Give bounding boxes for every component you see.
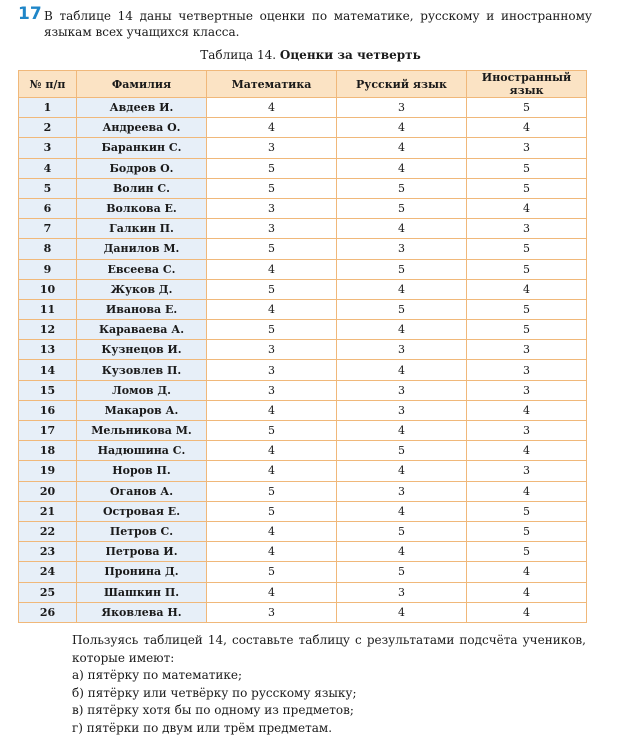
table-row <box>19 320 587 340</box>
math-grade-cell: 3 <box>207 360 337 380</box>
russian-grade-cell: 4 <box>337 461 467 481</box>
foreign-grade-cell: 5 <box>467 320 587 340</box>
table-row <box>19 441 587 461</box>
table-row <box>19 481 587 501</box>
number-cell: 6 <box>19 198 77 218</box>
table-row <box>19 542 587 562</box>
foreign-grade-cell: 3 <box>467 380 587 400</box>
table-row <box>19 400 587 420</box>
number-cell: 11 <box>19 299 77 319</box>
math-grade-cell: 4 <box>207 299 337 319</box>
table-caption-title: Оценки за четверть <box>279 48 421 62</box>
math-grade-cell: 4 <box>207 521 337 541</box>
surname-cell: Галкин П. <box>77 219 207 239</box>
surname-cell: Евсеева С. <box>77 259 207 279</box>
russian-grade-cell: 4 <box>337 158 467 178</box>
number-cell: 1 <box>19 98 77 118</box>
number-cell: 10 <box>19 279 77 299</box>
header-surname: Фамилия <box>77 71 207 98</box>
math-grade-cell: 5 <box>207 481 337 501</box>
foreign-grade-cell: 4 <box>467 118 587 138</box>
number-cell: 7 <box>19 219 77 239</box>
russian-grade-cell: 3 <box>337 98 467 118</box>
foreign-grade-cell: 5 <box>467 178 587 198</box>
number-cell: 8 <box>19 239 77 259</box>
surname-cell: Петров С. <box>77 521 207 541</box>
math-grade-cell: 4 <box>207 98 337 118</box>
math-grade-cell: 4 <box>207 400 337 420</box>
task-item-a: а) пятёрку по математике; <box>72 668 243 683</box>
table-row <box>19 461 587 481</box>
table-caption-prefix: Таблица 14. <box>200 48 277 62</box>
surname-cell: Ломов Д. <box>77 380 207 400</box>
russian-grade-cell: 5 <box>337 441 467 461</box>
surname-cell: Андреева О. <box>77 118 207 138</box>
foreign-grade-cell: 4 <box>467 582 587 602</box>
number-cell: 21 <box>19 501 77 521</box>
problem-number: 17 <box>18 4 42 24</box>
math-grade-cell: 4 <box>207 118 337 138</box>
number-cell: 3 <box>19 138 77 158</box>
math-grade-cell: 5 <box>207 279 337 299</box>
foreign-grade-cell: 4 <box>467 441 587 461</box>
table-header-row <box>19 71 587 98</box>
foreign-grade-cell: 3 <box>467 360 587 380</box>
table-row <box>19 279 587 299</box>
surname-cell: Пронина Д. <box>77 562 207 582</box>
surname-cell: Шашкин П. <box>77 582 207 602</box>
task-lead: Пользуясь таблицей 14, составьте таблицу с результатами подсчёта учеников, которые имеют: <box>72 633 586 665</box>
number-cell: 25 <box>19 582 77 602</box>
foreign-grade-cell: 5 <box>467 521 587 541</box>
russian-grade-cell: 5 <box>337 178 467 198</box>
russian-grade-cell: 4 <box>337 360 467 380</box>
table-row <box>19 259 587 279</box>
table-row <box>19 421 587 441</box>
table-row <box>19 239 587 259</box>
math-grade-cell: 3 <box>207 138 337 158</box>
task-item-c: в) пятёрку хотя бы по одному из предметов; <box>72 703 354 718</box>
number-cell: 5 <box>19 178 77 198</box>
table-row <box>19 178 587 198</box>
math-grade-cell: 5 <box>207 158 337 178</box>
number-cell: 23 <box>19 542 77 562</box>
surname-cell: Оганов А. <box>77 481 207 501</box>
grades-table <box>18 70 587 623</box>
table-row <box>19 158 587 178</box>
russian-grade-cell: 4 <box>337 279 467 299</box>
surname-cell: Данилов М. <box>77 239 207 259</box>
russian-grade-cell: 3 <box>337 380 467 400</box>
number-cell: 14 <box>19 360 77 380</box>
russian-grade-cell: 3 <box>337 481 467 501</box>
table-row <box>19 521 587 541</box>
table-row <box>19 501 587 521</box>
surname-cell: Надюшина С. <box>77 441 207 461</box>
foreign-grade-cell: 3 <box>467 138 587 158</box>
math-grade-cell: 3 <box>207 219 337 239</box>
surname-cell: Кузнецов И. <box>77 340 207 360</box>
surname-cell: Волкова Е. <box>77 198 207 218</box>
math-grade-cell: 4 <box>207 441 337 461</box>
number-cell: 13 <box>19 340 77 360</box>
math-grade-cell: 3 <box>207 380 337 400</box>
math-grade-cell: 3 <box>207 198 337 218</box>
russian-grade-cell: 5 <box>337 259 467 279</box>
russian-grade-cell: 4 <box>337 320 467 340</box>
table-row <box>19 219 587 239</box>
math-grade-cell: 3 <box>207 340 337 360</box>
math-grade-cell: 5 <box>207 562 337 582</box>
foreign-grade-cell: 3 <box>467 340 587 360</box>
math-grade-cell: 5 <box>207 501 337 521</box>
math-grade-cell: 4 <box>207 461 337 481</box>
foreign-grade-cell: 5 <box>467 98 587 118</box>
russian-grade-cell: 5 <box>337 521 467 541</box>
math-grade-cell: 4 <box>207 259 337 279</box>
task-item-d: г) пятёрки по двум или трём предметам. <box>72 720 333 735</box>
surname-cell: Авдеев И. <box>77 98 207 118</box>
task-item-b: б) пятёрку или четвёрку по русскому языку; <box>72 685 357 700</box>
surname-cell: Жуков Д. <box>77 279 207 299</box>
table-row <box>19 602 587 622</box>
math-grade-cell: 5 <box>207 421 337 441</box>
table-row <box>19 198 587 218</box>
foreign-grade-cell: 3 <box>467 461 587 481</box>
surname-cell: Петрова И. <box>77 542 207 562</box>
header-foreign: Иностранный язык <box>467 71 587 98</box>
surname-cell: Баранкин С. <box>77 138 207 158</box>
math-grade-cell: 5 <box>207 178 337 198</box>
number-cell: 24 <box>19 562 77 582</box>
surname-cell: Караваева А. <box>77 320 207 340</box>
surname-cell: Мельникова М. <box>77 421 207 441</box>
number-cell: 26 <box>19 602 77 622</box>
foreign-grade-cell: 4 <box>467 198 587 218</box>
surname-cell: Кузовлев П. <box>77 360 207 380</box>
russian-grade-cell: 3 <box>337 340 467 360</box>
task-block <box>72 632 586 738</box>
russian-grade-cell: 3 <box>337 400 467 420</box>
surname-cell: Волин С. <box>77 178 207 198</box>
russian-grade-cell: 5 <box>337 299 467 319</box>
russian-grade-cell: 4 <box>337 421 467 441</box>
russian-grade-cell: 5 <box>337 562 467 582</box>
header-number: № п/п <box>19 71 77 98</box>
foreign-grade-cell: 4 <box>467 279 587 299</box>
number-cell: 4 <box>19 158 77 178</box>
foreign-grade-cell: 4 <box>467 400 587 420</box>
table-row <box>19 562 587 582</box>
surname-cell: Иванова Е. <box>77 299 207 319</box>
table-row <box>19 98 587 118</box>
table-row <box>19 299 587 319</box>
number-cell: 17 <box>19 421 77 441</box>
foreign-grade-cell: 5 <box>467 501 587 521</box>
foreign-grade-cell: 5 <box>467 299 587 319</box>
foreign-grade-cell: 5 <box>467 158 587 178</box>
russian-grade-cell: 4 <box>337 542 467 562</box>
russian-grade-cell: 4 <box>337 602 467 622</box>
foreign-grade-cell: 3 <box>467 219 587 239</box>
math-grade-cell: 4 <box>207 542 337 562</box>
foreign-grade-cell: 5 <box>467 259 587 279</box>
number-cell: 22 <box>19 521 77 541</box>
math-grade-cell: 4 <box>207 582 337 602</box>
table-row <box>19 138 587 158</box>
surname-cell: Бодров О. <box>77 158 207 178</box>
russian-grade-cell: 4 <box>337 138 467 158</box>
russian-grade-cell: 4 <box>337 219 467 239</box>
foreign-grade-cell: 5 <box>467 542 587 562</box>
table-row <box>19 380 587 400</box>
surname-cell: Норов П. <box>77 461 207 481</box>
problem-intro: В таблице 14 даны четвертные оценки по математике, русскому и иностранному языкам всех учащихся класса. <box>44 9 592 39</box>
table-row <box>19 582 587 602</box>
foreign-grade-cell: 5 <box>467 239 587 259</box>
table-caption <box>0 48 621 62</box>
russian-grade-cell: 5 <box>337 198 467 218</box>
number-cell: 19 <box>19 461 77 481</box>
russian-grade-cell: 4 <box>337 501 467 521</box>
math-grade-cell: 3 <box>207 602 337 622</box>
header-russian: Русский язык <box>337 71 467 98</box>
number-cell: 9 <box>19 259 77 279</box>
foreign-grade-cell: 4 <box>467 602 587 622</box>
russian-grade-cell: 4 <box>337 118 467 138</box>
russian-grade-cell: 3 <box>337 582 467 602</box>
table-row <box>19 118 587 138</box>
foreign-grade-cell: 3 <box>467 421 587 441</box>
header-math: Математика <box>207 71 337 98</box>
surname-cell: Яковлева Н. <box>77 602 207 622</box>
number-cell: 18 <box>19 441 77 461</box>
foreign-grade-cell: 4 <box>467 562 587 582</box>
math-grade-cell: 5 <box>207 320 337 340</box>
foreign-grade-cell: 4 <box>467 481 587 501</box>
surname-cell: Островая Е. <box>77 501 207 521</box>
number-cell: 20 <box>19 481 77 501</box>
number-cell: 15 <box>19 380 77 400</box>
table-row <box>19 340 587 360</box>
number-cell: 16 <box>19 400 77 420</box>
number-cell: 2 <box>19 118 77 138</box>
russian-grade-cell: 3 <box>337 239 467 259</box>
table-row <box>19 360 587 380</box>
surname-cell: Макаров А. <box>77 400 207 420</box>
number-cell: 12 <box>19 320 77 340</box>
math-grade-cell: 5 <box>207 239 337 259</box>
